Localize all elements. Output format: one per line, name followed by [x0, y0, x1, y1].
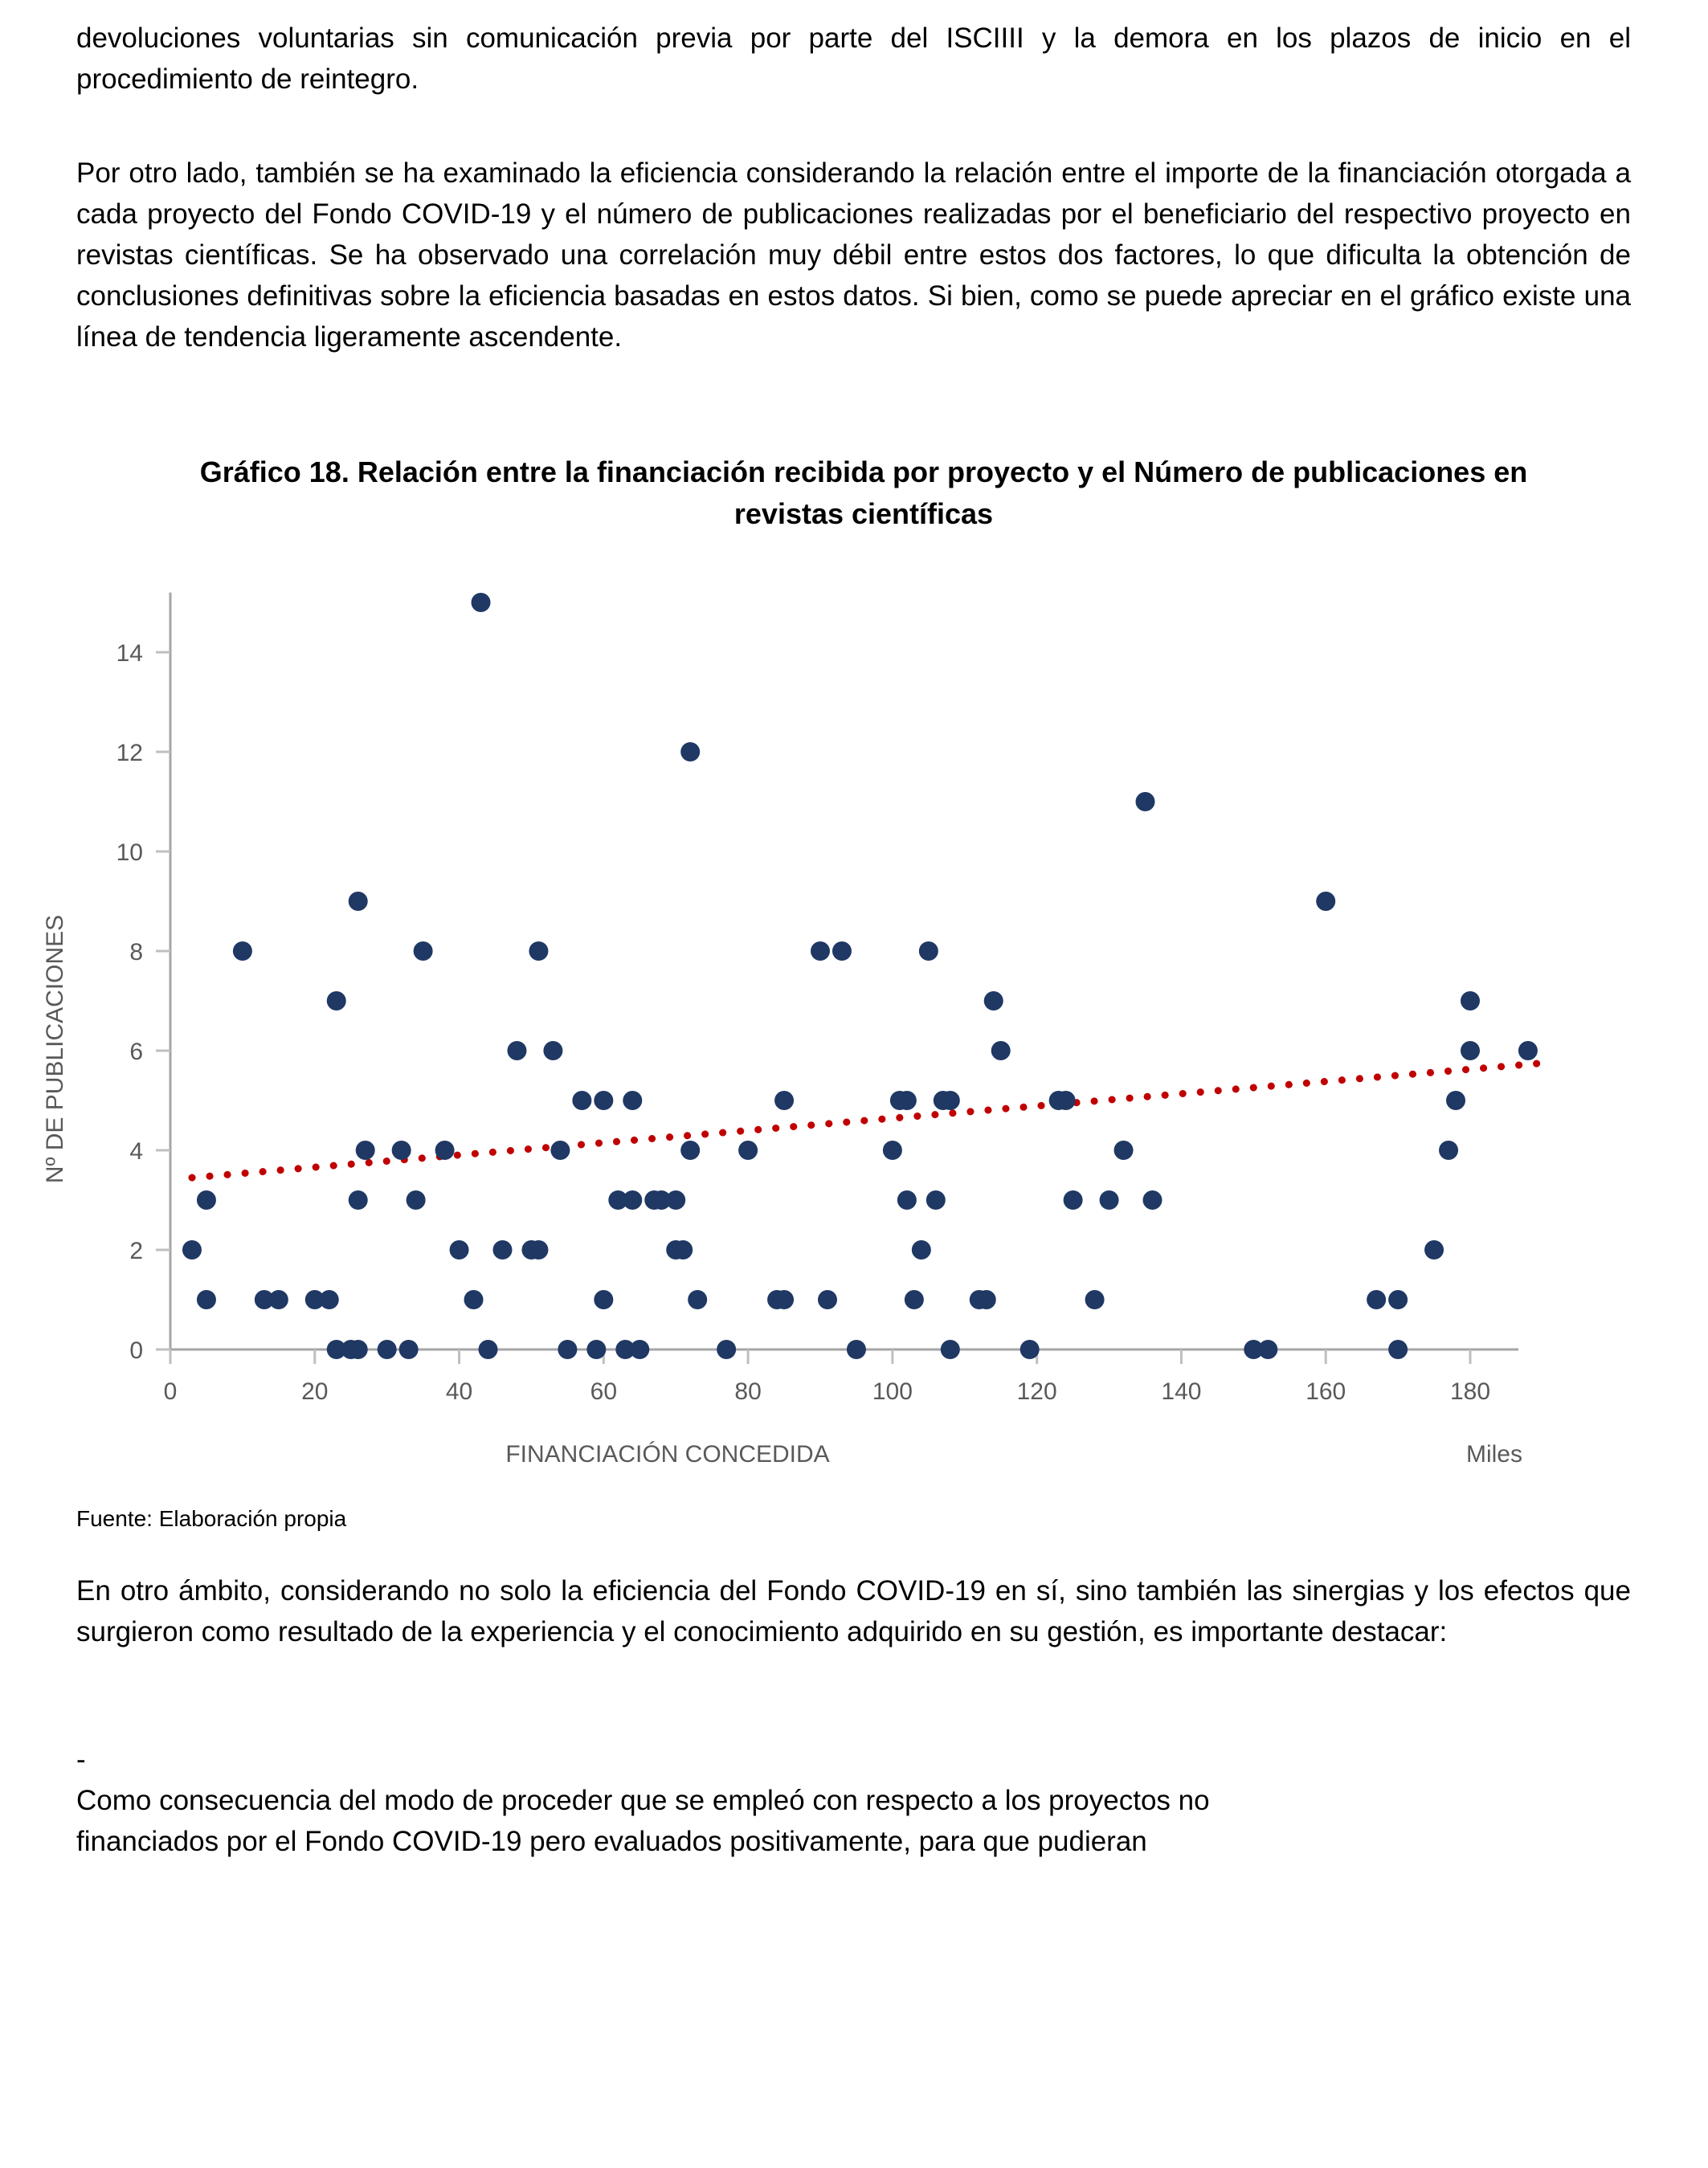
data-point [738, 1141, 758, 1160]
scatter-chart [0, 562, 1708, 1494]
data-point [1439, 1141, 1458, 1160]
x-tick-label: 60 [590, 1378, 618, 1405]
data-point [414, 941, 433, 961]
x-tick-label: 180 [1449, 1378, 1491, 1405]
data-point [1020, 1340, 1040, 1359]
bullet-item [76, 1739, 1631, 1862]
data-point [349, 1190, 368, 1210]
data-point [572, 1091, 591, 1110]
y-tick-label: 0 [129, 1337, 143, 1364]
y-tick-label: 8 [129, 939, 143, 966]
y-tick-label: 2 [129, 1238, 143, 1264]
data-point [1085, 1290, 1105, 1309]
data-point [182, 1240, 202, 1260]
data-point [941, 1340, 960, 1359]
axis-labels [42, 640, 1522, 1468]
y-tick-label: 14 [116, 640, 143, 667]
data-point [327, 991, 346, 1011]
data-point [594, 1091, 613, 1110]
data-point [897, 1190, 917, 1210]
data-point [832, 941, 852, 961]
data-point [905, 1290, 924, 1309]
data-point [1446, 1091, 1465, 1110]
data-point [717, 1340, 736, 1359]
data-point [1461, 991, 1480, 1011]
x-tick-label: 160 [1306, 1378, 1346, 1405]
data-point [586, 1340, 606, 1359]
data-point [673, 1240, 693, 1260]
data-point [529, 1240, 548, 1260]
data-point [680, 1141, 700, 1160]
x-tick-label: 0 [163, 1378, 178, 1405]
data-point [623, 1091, 642, 1110]
data-point [630, 1340, 649, 1359]
data-point [897, 1091, 917, 1110]
y-axis-title: Nº DE PUBLICACIONES [42, 914, 68, 1184]
chart-axes [156, 593, 1518, 1364]
x-tick-label: 100 [872, 1378, 913, 1405]
data-point [464, 1290, 484, 1309]
data-point [349, 1340, 368, 1359]
data-point [623, 1190, 642, 1210]
data-point [392, 1141, 411, 1160]
data-point [1367, 1290, 1386, 1309]
data-point [378, 1340, 397, 1359]
data-point [1136, 792, 1155, 811]
bullet-text-line-2: financiados por el Fondo COVID-19 pero evaluados positivamente, para que pudieran [76, 1826, 1147, 1857]
data-point [1424, 1240, 1444, 1260]
data-point [550, 1141, 570, 1160]
data-point [472, 593, 491, 612]
data-point [1114, 1141, 1134, 1160]
data-point [479, 1340, 498, 1359]
data-points [182, 593, 1538, 1359]
data-point [991, 1041, 1011, 1060]
data-point [1258, 1340, 1277, 1359]
x-tick-label: 140 [1161, 1378, 1202, 1405]
x-tick-label: 80 [734, 1378, 762, 1405]
paragraph-synergies: En otro ámbito, considerando no solo la eficiencia del Fondo COVID-19 en sí, sino también las sinergias y los efectos que surgieron como resultado de la experiencia y el conocimiento adquirido en su gestión, es importante destacar: [76, 1575, 1631, 1647]
data-point [1518, 1041, 1538, 1060]
bullet-marker: - [76, 1744, 86, 1775]
data-point [450, 1240, 469, 1260]
data-point [356, 1141, 375, 1160]
data-point [558, 1340, 577, 1359]
source-note: Fuente: Elaboración propia [76, 1506, 347, 1531]
data-point [435, 1141, 455, 1160]
data-point [269, 1290, 288, 1309]
data-point [926, 1190, 946, 1210]
data-point [233, 941, 252, 961]
data-point [688, 1290, 707, 1309]
y-tick-label: 4 [129, 1138, 143, 1165]
data-point [197, 1190, 216, 1210]
data-point [1056, 1091, 1076, 1110]
data-point [507, 1041, 526, 1060]
data-point [811, 941, 830, 961]
data-point [680, 742, 700, 761]
data-point [1388, 1290, 1408, 1309]
data-point [977, 1290, 996, 1309]
data-point [919, 941, 938, 961]
data-point [492, 1240, 512, 1260]
x-tick-label: 40 [445, 1378, 473, 1405]
data-point [774, 1091, 794, 1110]
chart-title: Gráfico 18. Relación entre la financiación recibida por proyecto y el Número de publicaciones en revistas científicas [199, 455, 1528, 530]
y-tick-label: 10 [116, 839, 143, 866]
data-point [1316, 892, 1335, 911]
data-point [1100, 1190, 1119, 1210]
x-axis-units: Miles [1465, 1441, 1523, 1468]
y-tick-label: 6 [129, 1039, 143, 1065]
data-point [941, 1091, 960, 1110]
data-point [818, 1290, 837, 1309]
data-point [984, 991, 1003, 1011]
data-point [1064, 1190, 1083, 1210]
data-point [774, 1290, 794, 1309]
data-point [594, 1290, 613, 1309]
paragraph-intro: devoluciones voluntarias sin comunicación previa por parte del ISCIIII y la demora en los plazos de inicio en el procedimiento de reintegro. [76, 22, 1631, 95]
data-point [543, 1041, 562, 1060]
data-point [349, 892, 368, 911]
paragraph-efficiency: Por otro lado, también se ha examinado la eficiencia considerando la relación entre el importe de la financiación otorgada a cada proyecto del Fondo COVID-19 y el número de publicaciones realizadas por el beneficiario del respectivo proyecto en revistas científicas. Se ha observado una correlación muy débil entre estos dos factores, lo que dificulta la obtención de conclusiones definitivas sobre la eficiencia basadas en estos datos. Si bien, como se puede apreciar en el gráfico existe una línea de tendencia ligeramente ascendente. [76, 157, 1631, 353]
chart-canvas [0, 562, 1708, 1494]
data-point [407, 1190, 426, 1210]
data-point [847, 1340, 866, 1359]
trendline [192, 1064, 1543, 1178]
x-tick-label: 20 [301, 1378, 329, 1405]
data-point [883, 1141, 902, 1160]
data-point [1142, 1190, 1162, 1210]
data-point [529, 941, 548, 961]
bullet-text-line-1: Como consecuencia del modo de proceder que se empleó con respecto a los proyectos no [76, 1785, 1210, 1816]
data-point [197, 1290, 216, 1309]
data-point [912, 1240, 931, 1260]
trendline-path [192, 1064, 1543, 1178]
data-point [320, 1290, 339, 1309]
y-tick-label: 12 [116, 740, 143, 766]
data-point [1461, 1041, 1480, 1060]
x-axis-title: FINANCIACIÓN CONCEDIDA [505, 1441, 830, 1468]
data-point [1388, 1340, 1408, 1359]
bullet-text [76, 1780, 1631, 1862]
data-point [399, 1340, 419, 1359]
data-point [666, 1190, 685, 1210]
x-tick-label: 120 [1016, 1378, 1057, 1405]
